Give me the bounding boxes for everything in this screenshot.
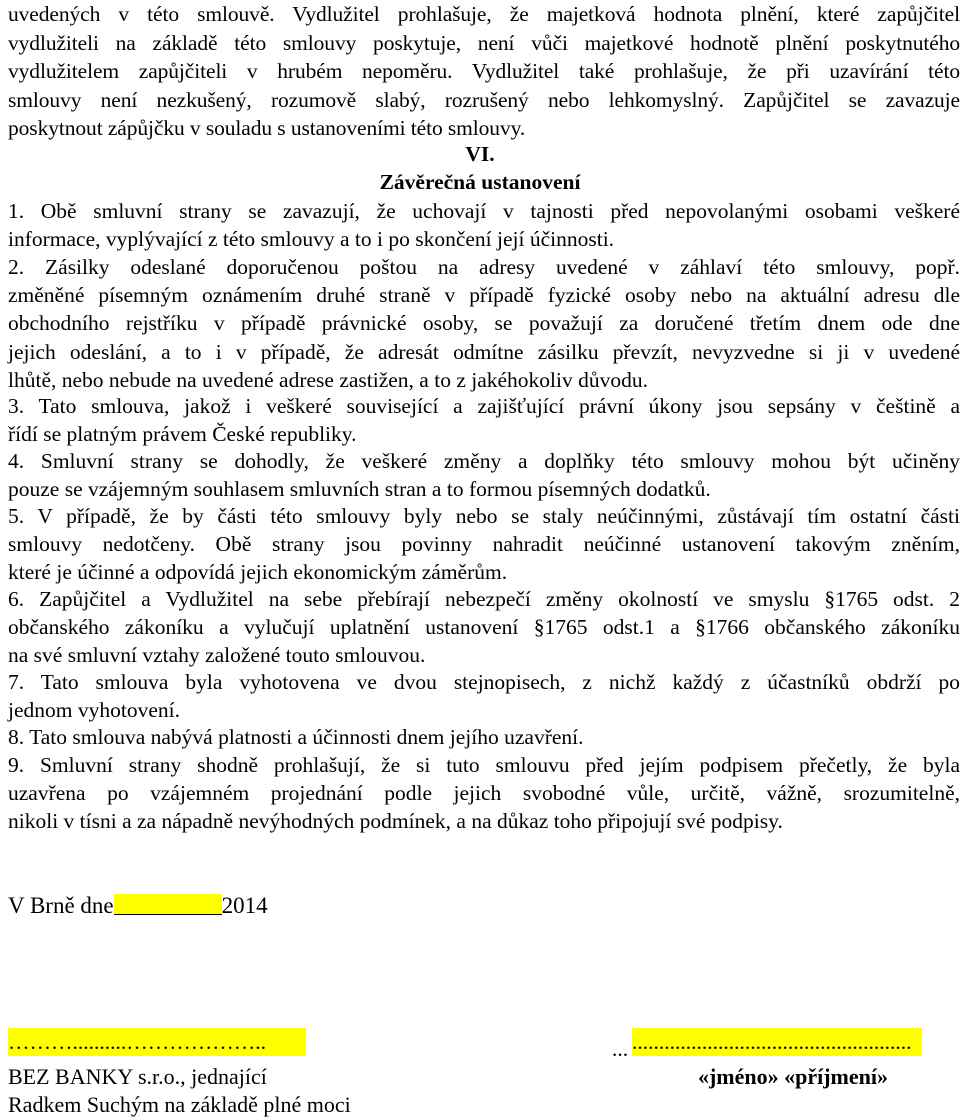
signatory-right-name: «jméno» «příjmení» (697, 1064, 888, 1089)
intro-line: smlouvy není nezkušený, rozumově slabý, rozrušený nebo lehkomyslný. Zapůjčitel se zavazuje (8, 87, 960, 112)
clause-line: které je účinné a odpovídá jejich ekonomickým záměrům. (8, 560, 508, 585)
clause-line: pouze se vzájemným souhlasem smluvních stran a to formou písemných dodatků. (8, 477, 711, 502)
clause-line: občanského zákoníku a vylučují uplatnění ustanovení §1765 odst.1 a §1766 občanského zákoníku (8, 615, 960, 640)
clause-3 (8, 392, 960, 448)
clause-line: jednom vyhotovení. (8, 698, 180, 723)
clause-line: 1. Obě smluvní strany se zavazují, že uchovají v tajnosti před nepovolanými osobami veškeré (8, 199, 960, 223)
clause-line: řídí se platným právem České republiky. (8, 422, 357, 447)
clause-line: informace, vyplývající z této smlouvy a to i po skončení její účinnosti. (8, 227, 615, 252)
section-number: VI. (465, 142, 495, 166)
clause-line: smlouvy nedotčeny. Obě strany jsou povinny nahradit neúčinné ustanovení takovým zněním, (8, 532, 960, 557)
intro-paragraph (8, 0, 960, 143)
intro-line: vydlužiteli na základě této smlouvy poskytuje, není vůči majetkové hodnotě plnění poskytnutého (8, 30, 960, 55)
signatory-left-name: BEZ BANKY s.r.o., jednající (8, 1064, 267, 1089)
signature-line-right: .................................................... (632, 1028, 922, 1056)
clause-2 (8, 253, 960, 394)
clause-line: nikoli v tísni a za nápadně nevýhodných podmínek, a na důkaz toho připojují své podpisy. (8, 809, 783, 834)
clause-6 (8, 585, 960, 670)
intro-line: uvedených v této smlouvě. Vydlužitel prohlašuje, že majetková hodnota plnění, které zapůjčitel (8, 2, 960, 26)
clause-line: 7. Tato smlouva byla vyhotovena ve dvou stejnopisech, z nichž každý z účastníků obdrží po (8, 670, 960, 694)
signature-left (8, 1028, 351, 1119)
date-blank-field[interactable] (114, 894, 222, 915)
clause-line: 3. Tato smlouva, jakož i veškeré související a zajišťující právní úkony jsou sepsány v češtině a (8, 394, 960, 418)
section-title: Závěrečná ustanovení (379, 170, 581, 194)
clause-8 (8, 723, 960, 751)
place-date-year: 2014 (221, 893, 268, 918)
clause-5 (8, 502, 960, 587)
clause-9 (8, 751, 960, 836)
clause-line: 5. V případě, že by části této smlouvy byly nebo se staly neúčinnými, zůstávají tím ostatní části (8, 504, 960, 528)
clause-line: 9. Smluvní strany shodně prohlašují, že si tuto smlouvu před jejím podpisem přečetly, že byla (8, 753, 960, 777)
clause-line: na své smluvní vztahy založené touto smlouvou. (8, 643, 426, 668)
clause-4 (8, 447, 960, 503)
clause-line: jejich odeslání, a to i v případě, že adresát odmítne zásilku převzít, nevyzvedne si ji v uvedené (8, 339, 960, 364)
clause-1 (8, 197, 960, 253)
signature-right: ... .................................................... «jméno» «příjmení» (612, 1028, 922, 1091)
place-date-line (8, 892, 268, 920)
clause-line: 2. Zásilky odeslané doporučenou poštou na adresy uvedené v záhlaví této smlouvy, popř. (8, 255, 960, 279)
clause-line: uzavřena po vzájemném projednání podle jejich svobodné vůle, určitě, vážně, srozumitelně, (8, 781, 960, 806)
clause-line: 4. Smluvní strany se dohodly, že veškeré změny a doplňky této smlouvy mohou být učiněny (8, 449, 960, 473)
place-date-prefix: V Brně dne (8, 893, 114, 918)
clause-line: lhůtě, nebo nebude na uvedené adrese zastižen, a to z jakéhokoliv důvodu. (8, 367, 648, 392)
intro-line: vydlužitelem zapůjčiteli v hrubém nepoměru. Vydlužitel také prohlašuje, že při uzavírání této (8, 59, 960, 84)
signatory-left-sub: Radkem Suchým na základě plné moci (8, 1092, 351, 1117)
clause-7 (8, 668, 960, 724)
intro-line: poskytnout zápůjčku v souladu s ustanoveními této smlouvy. (8, 116, 526, 141)
clause-line: 8. Tato smlouva nabývá platnosti a účinnosti dnem jejího uzavření. (8, 725, 584, 749)
signature-line-left: ………..........……………….. (8, 1028, 306, 1056)
clause-line: obchodního rejstříku v případě právnické osoby, se považují za doručené třetím dnem ode dne (8, 311, 960, 336)
clause-line: 6. Zapůjčitel a Vydlužitel na sebe přebírají nebezpečí změny okolností ve smyslu §1765 odst. 2 (8, 587, 960, 611)
clause-line: změněné písemným oznámením druhé straně v případě fyzické osoby nebo na aktuální adresu dle (8, 283, 960, 308)
